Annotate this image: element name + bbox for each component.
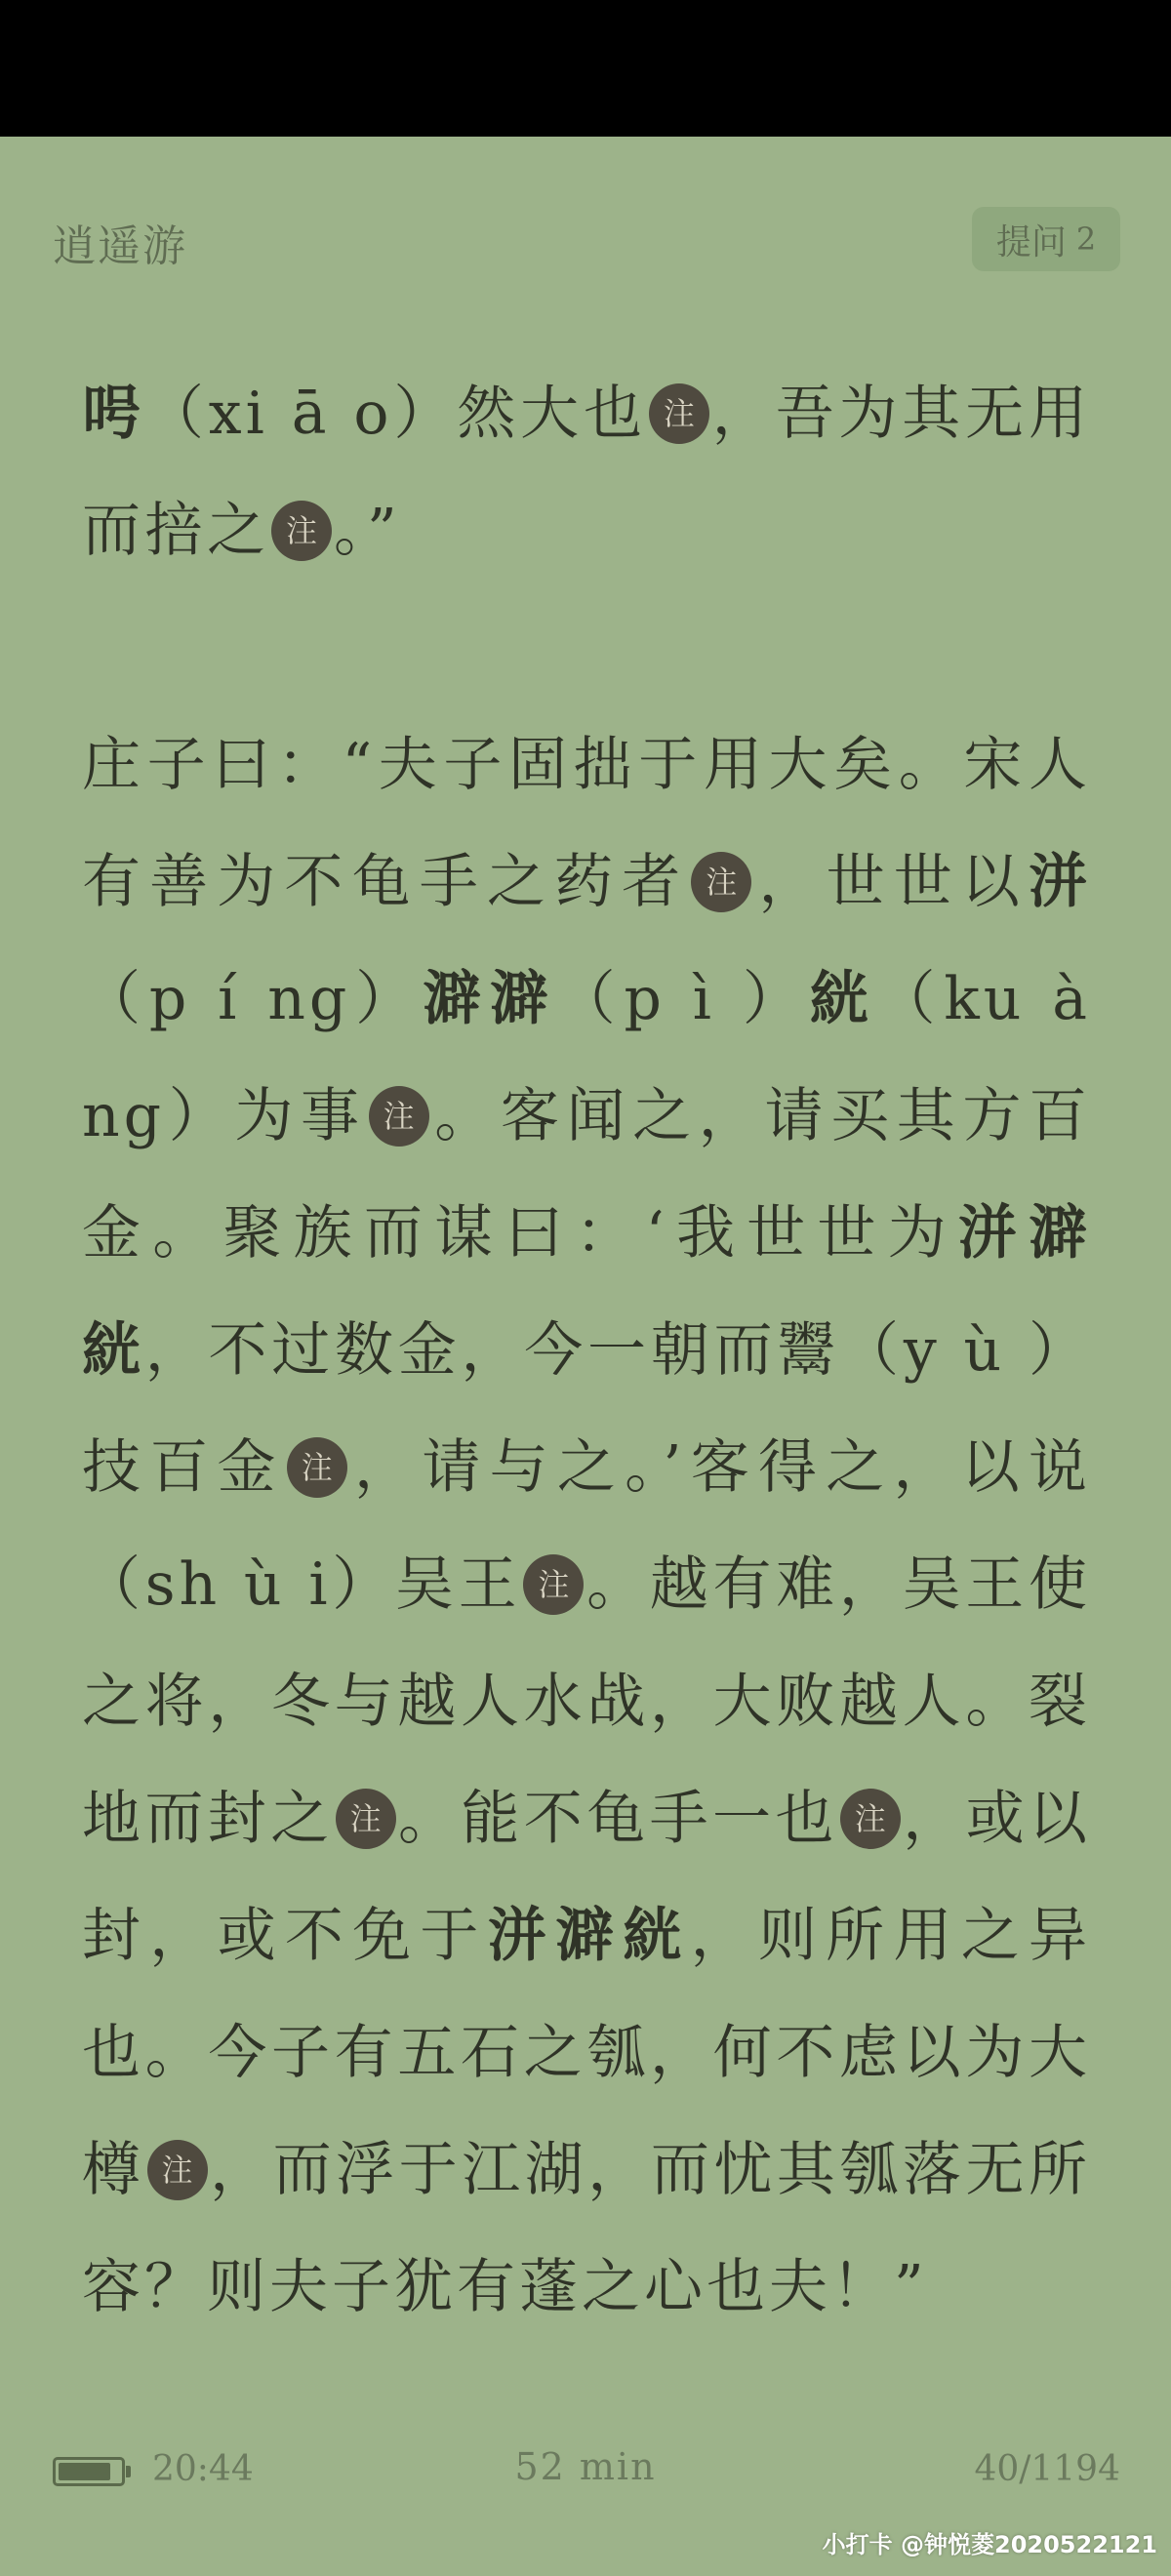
paragraph-1: [82, 355, 1091, 589]
text-run: ，世世以: [753, 848, 1030, 916]
annotation-icon[interactable]: 注: [287, 1437, 347, 1498]
reader-footer: [0, 2439, 1171, 2508]
annotation-icon[interactable]: 注: [369, 1086, 429, 1147]
watermark: 小打卡 @钟悦菱2020522121: [822, 2531, 1157, 2558]
status-bar: [0, 0, 1171, 137]
text-run: ，则所用之异也。今子有五石之瓠，何不虑以为大樽: [82, 1902, 1092, 2204]
text-run: 。”: [334, 497, 401, 565]
text-run: ，请与之。’客得之，以说（sh ù i）吴王: [82, 1433, 1092, 1619]
text-run: （xi ā o）然大也: [144, 380, 647, 448]
text-run: （ku à ng）为事: [82, 965, 1092, 1150]
reading-content[interactable]: [82, 355, 1091, 2346]
ask-count: 2: [1075, 221, 1097, 258]
annotation-icon[interactable]: 注: [840, 1789, 901, 1849]
annotation-icon[interactable]: 注: [271, 501, 332, 561]
annotation-icon[interactable]: 注: [147, 2140, 208, 2200]
page-indicator: 40/1194: [974, 2449, 1120, 2489]
text-run: 呺: [82, 380, 145, 448]
timer-value: 52: [514, 2445, 566, 2488]
text-run: 。客闻之，请买其方百金。聚族而谋曰：‘我世世为: [82, 1082, 1091, 1268]
ask-question-button[interactable]: [972, 207, 1120, 271]
text-run: 。越有难，吴王使之将，冬与越人水战，大败越人。裂地而封之: [82, 1550, 1092, 1853]
text-run: 庄子曰：“夫子固拙于用大矣。宋人有善为不龟手之药者: [82, 731, 1091, 916]
text-run: 洴: [1029, 848, 1092, 916]
text-run: 澼澼: [422, 965, 557, 1033]
annotation-icon[interactable]: 注: [523, 1554, 584, 1615]
text-run: 洴澼絖: [487, 1902, 691, 1970]
annotation-icon[interactable]: 注: [649, 383, 709, 444]
annotation-icon[interactable]: 注: [691, 852, 751, 912]
text-run: 絖: [809, 965, 877, 1033]
paragraph-2: [82, 706, 1091, 2346]
text-run: （p ì ）: [556, 965, 810, 1033]
ask-label: 提问: [995, 221, 1067, 262]
timer-unit: min: [579, 2445, 657, 2488]
book-title: 逍遥游: [53, 221, 187, 271]
text-run: 洴澼絖: [82, 1199, 1092, 1385]
text-run: ，而浮于江湖，而忧其瓠落无所容？则夫子犹有蓬之心也夫！”: [82, 2136, 1092, 2321]
clock: 20:44: [152, 2449, 254, 2489]
text-run: ，不过数金，今一朝而鬻（y ù ）技百金: [82, 1316, 1092, 1502]
annotation-icon[interactable]: 注: [336, 1789, 396, 1849]
text-run: ，或以封，或不免于: [82, 1785, 1092, 1970]
text-run: （p í ng）: [82, 965, 423, 1033]
text-run: ，吾为其无用而掊之: [82, 380, 1092, 565]
text-run: 。能不龟手一也: [397, 1785, 838, 1853]
